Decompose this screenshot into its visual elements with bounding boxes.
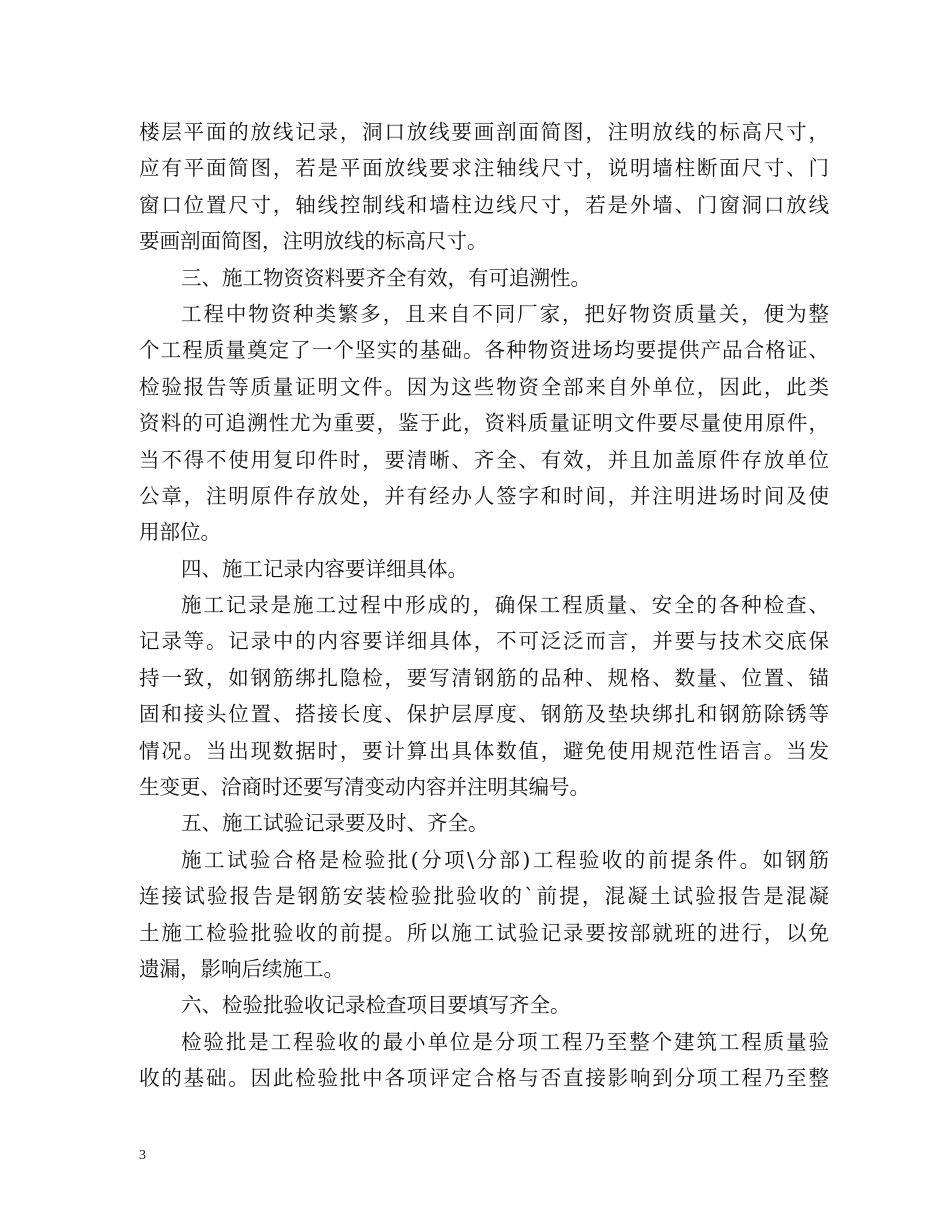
- document-body: [139, 114, 829, 1097]
- paragraph-line: 当不得不使用复印件时，要清晰、齐全、有效，并且加盖原件存放单位: [139, 447, 829, 472]
- paragraph-line: 土施工检验批验收的前提。所以施工试验记录要按部就班的进行，以免: [139, 920, 829, 945]
- paragraph-line: 要画剖面简图，注明放线的标高尺寸。: [139, 229, 488, 254]
- paragraph-line: 用部位。: [139, 520, 221, 545]
- paragraph-first-line: 三、施工物资资料要齐全有效，有可追溯性。: [181, 265, 591, 290]
- paragraph-line: 持一致，如钢筋绑扎隐检，要写清钢筋的品种、规格、数量、位置、锚: [139, 665, 829, 690]
- paragraph-first-line: 工程中物资种类繁多，且来自不同厂家，把好物资质量关，便为整: [181, 301, 829, 326]
- paragraph-first-line: 六、检验批验收记录检查项目要填写齐全。: [181, 993, 571, 1018]
- paragraph-first-line: 五、施工试验记录要及时、齐全。: [181, 811, 489, 836]
- paragraph-line: 记录等。记录中的内容要详细具体，不可泛泛而言，并要与技术交底保: [139, 629, 829, 654]
- paragraph-line: 固和接头位置、搭接长度、保护层厚度、钢筋及垫块绑扎和钢筋除锈等: [139, 702, 829, 727]
- paragraph-line: 楼层平面的放线记录，洞口放线要画剖面简图，注明放线的标高尺寸，: [139, 120, 829, 144]
- paragraph-first-line: 施工记录是施工过程中形成的，确保工程质量、安全的各种检查、: [181, 593, 829, 618]
- paragraph-first-line: 检验批是工程验收的最小单位是分项工程乃至整个建筑工程质量验: [181, 1029, 829, 1054]
- paragraph-line: 连接试验报告是钢筋安装检验批验收的`前提，混凝土试验报告是混凝: [139, 884, 829, 909]
- paragraph-line: 资料的可追溯性尤为重要，鉴于此，资料质量证明文件要尽量使用原件，: [139, 411, 829, 436]
- paragraph-line: 窗口位置尺寸，轴线控制线和墙柱边线尺寸，若是外墙、门窗洞口放线: [139, 192, 829, 217]
- paragraph-line: 生变更、洽商时还要写清变动内容并注明其编号。: [139, 775, 590, 800]
- page-number: 3: [139, 1148, 146, 1163]
- paragraph-line: 公章，注明原件存放处，并有经办人签字和时间，并注明进场时间及使: [139, 483, 829, 508]
- paragraph-line: 个工程质量奠定了一个坚实的基础。各种物资进场均要提供产品合格证、: [139, 338, 829, 363]
- paragraph-line: 检验报告等质量证明文件。因为这些物资全部来自外单位，因此，此类: [139, 374, 829, 399]
- paragraph-line: 遗漏，影响后续施工。: [139, 956, 344, 981]
- paragraph-line: 收的基础。因此检验批中各项评定合格与否直接影响到分项工程乃至整: [139, 1066, 829, 1091]
- paragraph-first-line: 四、施工记录内容要详细具体。: [181, 556, 468, 581]
- paragraph-first-line: 施工试验合格是检验批(分项\分部)工程验收的前提条件。如钢筋: [181, 847, 829, 872]
- paragraph-line: 情况。当出现数据时，要计算出具体数值，避免使用规范性语言。当发: [139, 738, 829, 763]
- paragraph-line: 应有平面简图，若是平面放线要求注轴线尺寸，说明墙柱断面尺寸、门: [139, 156, 829, 181]
